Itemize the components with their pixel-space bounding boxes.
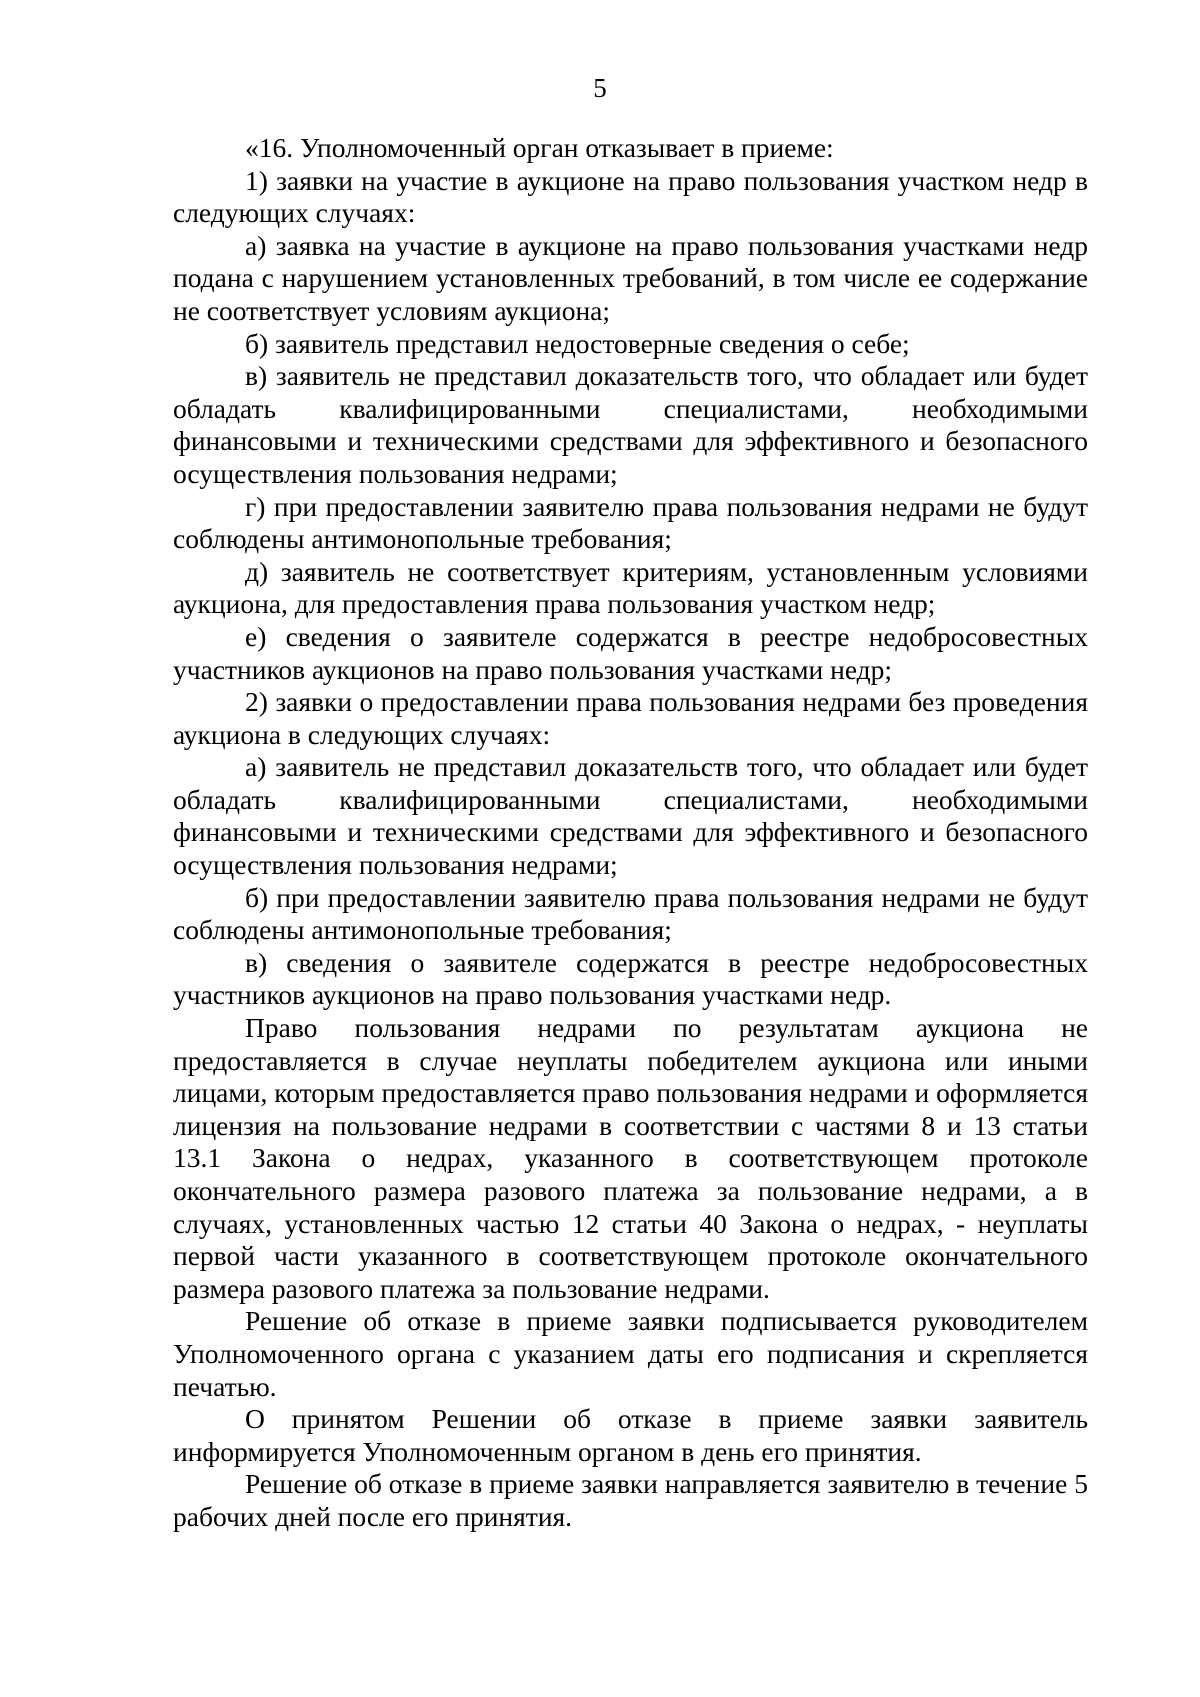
document-body bbox=[173, 132, 1088, 1534]
paragraph-item-2: 2) заявки о предоставлении права пользования недрами без проведения аукциона в следующих случаях: bbox=[173, 686, 1088, 750]
paragraph-refusal-notification: О принятом Решении об отказе в приеме заявки заявитель информируется Уполномоченным органом в день его принятия. bbox=[173, 1403, 1088, 1467]
paragraph-item-1d: д) заявитель не соответствует критериям, установленным условиями аукциона, для предоставления права пользования участком недр; bbox=[173, 555, 1088, 620]
paragraph-item-1a: а) заявка на участие в аукционе на право пользования участками недр подана с нарушением установленных требований, в том числе ее содержание не соответствует условиям аукциона; bbox=[173, 229, 1088, 326]
paragraph-refusal-signing: Решение об отказе в приеме заявки подписывается руководителем Уполномоченного органа с указанием даты его подписания и скрепляется печатью. bbox=[173, 1305, 1088, 1402]
paragraph-item-1v: в) заявитель не представил доказательств того, что обладает или будет обладать квалифицированными специалистами, необходимыми финансовыми и техническими средствами для эффективного и безопасного осуществления пользования недрами; bbox=[173, 360, 1088, 489]
paragraph-16-intro: «16. Уполномоченный орган отказывает в приеме: bbox=[245, 132, 834, 163]
paragraph-refusal-sending: Решение об отказе в приеме заявки направляется заявителю в течение 5 рабочих дней после его принятия. bbox=[173, 1468, 1088, 1532]
paragraph-item-1g: г) при предоставлении заявителю права пользования недрами не будут соблюдены антимонопольные требования; bbox=[173, 490, 1088, 555]
paragraph-item-1: 1) заявки на участие в аукционе на право пользования участком недр в следующих случаях: bbox=[173, 164, 1088, 229]
paragraph-item-2v: в) сведения о заявителе содержатся в реестре недобросовестных участников аукционов на право пользования участками недр. bbox=[173, 946, 1088, 1011]
paragraph-item-1e: е) сведения о заявителе содержатся в реестре недобросовестных участников аукционов на право пользования участками недр; bbox=[173, 620, 1088, 685]
paragraph-item-2a: а) заявитель не представил доказательств того, что обладает или будет обладать квалифицированными специалистами, необходимыми финансовыми и техническими средствами для эффективного и безопасного осуществления пользования недрами; bbox=[173, 751, 1088, 881]
page-number: 5 bbox=[593, 73, 607, 103]
paragraph-item-2b: б) при предоставлении заявителю права пользования недрами не будут соблюдены антимонопольные требования; bbox=[173, 881, 1088, 946]
paragraph-auction-right: Право пользования недрами по результатам аукциона не предоставляется в случае неуплаты победителем аукциона или иными лицами, которым предоставляется право пользования недрами и оформляется лицензия на пользование недрами в соответствии с частями 8 и 13 статьи 13.1 Закона о недрах, указанного в соответствующем протоколе окончательного размера разового платежа за пользование недрами, а в случаях, установленных частью 12 статьи 40 Закона о недрах, - неуплаты первой части указанного в соответствующем протоколе окончательного размера разового платежа за пользование недрами. bbox=[173, 1012, 1088, 1304]
paragraph-item-1b: б) заявитель представил недостоверные сведения о себе; bbox=[245, 327, 910, 359]
